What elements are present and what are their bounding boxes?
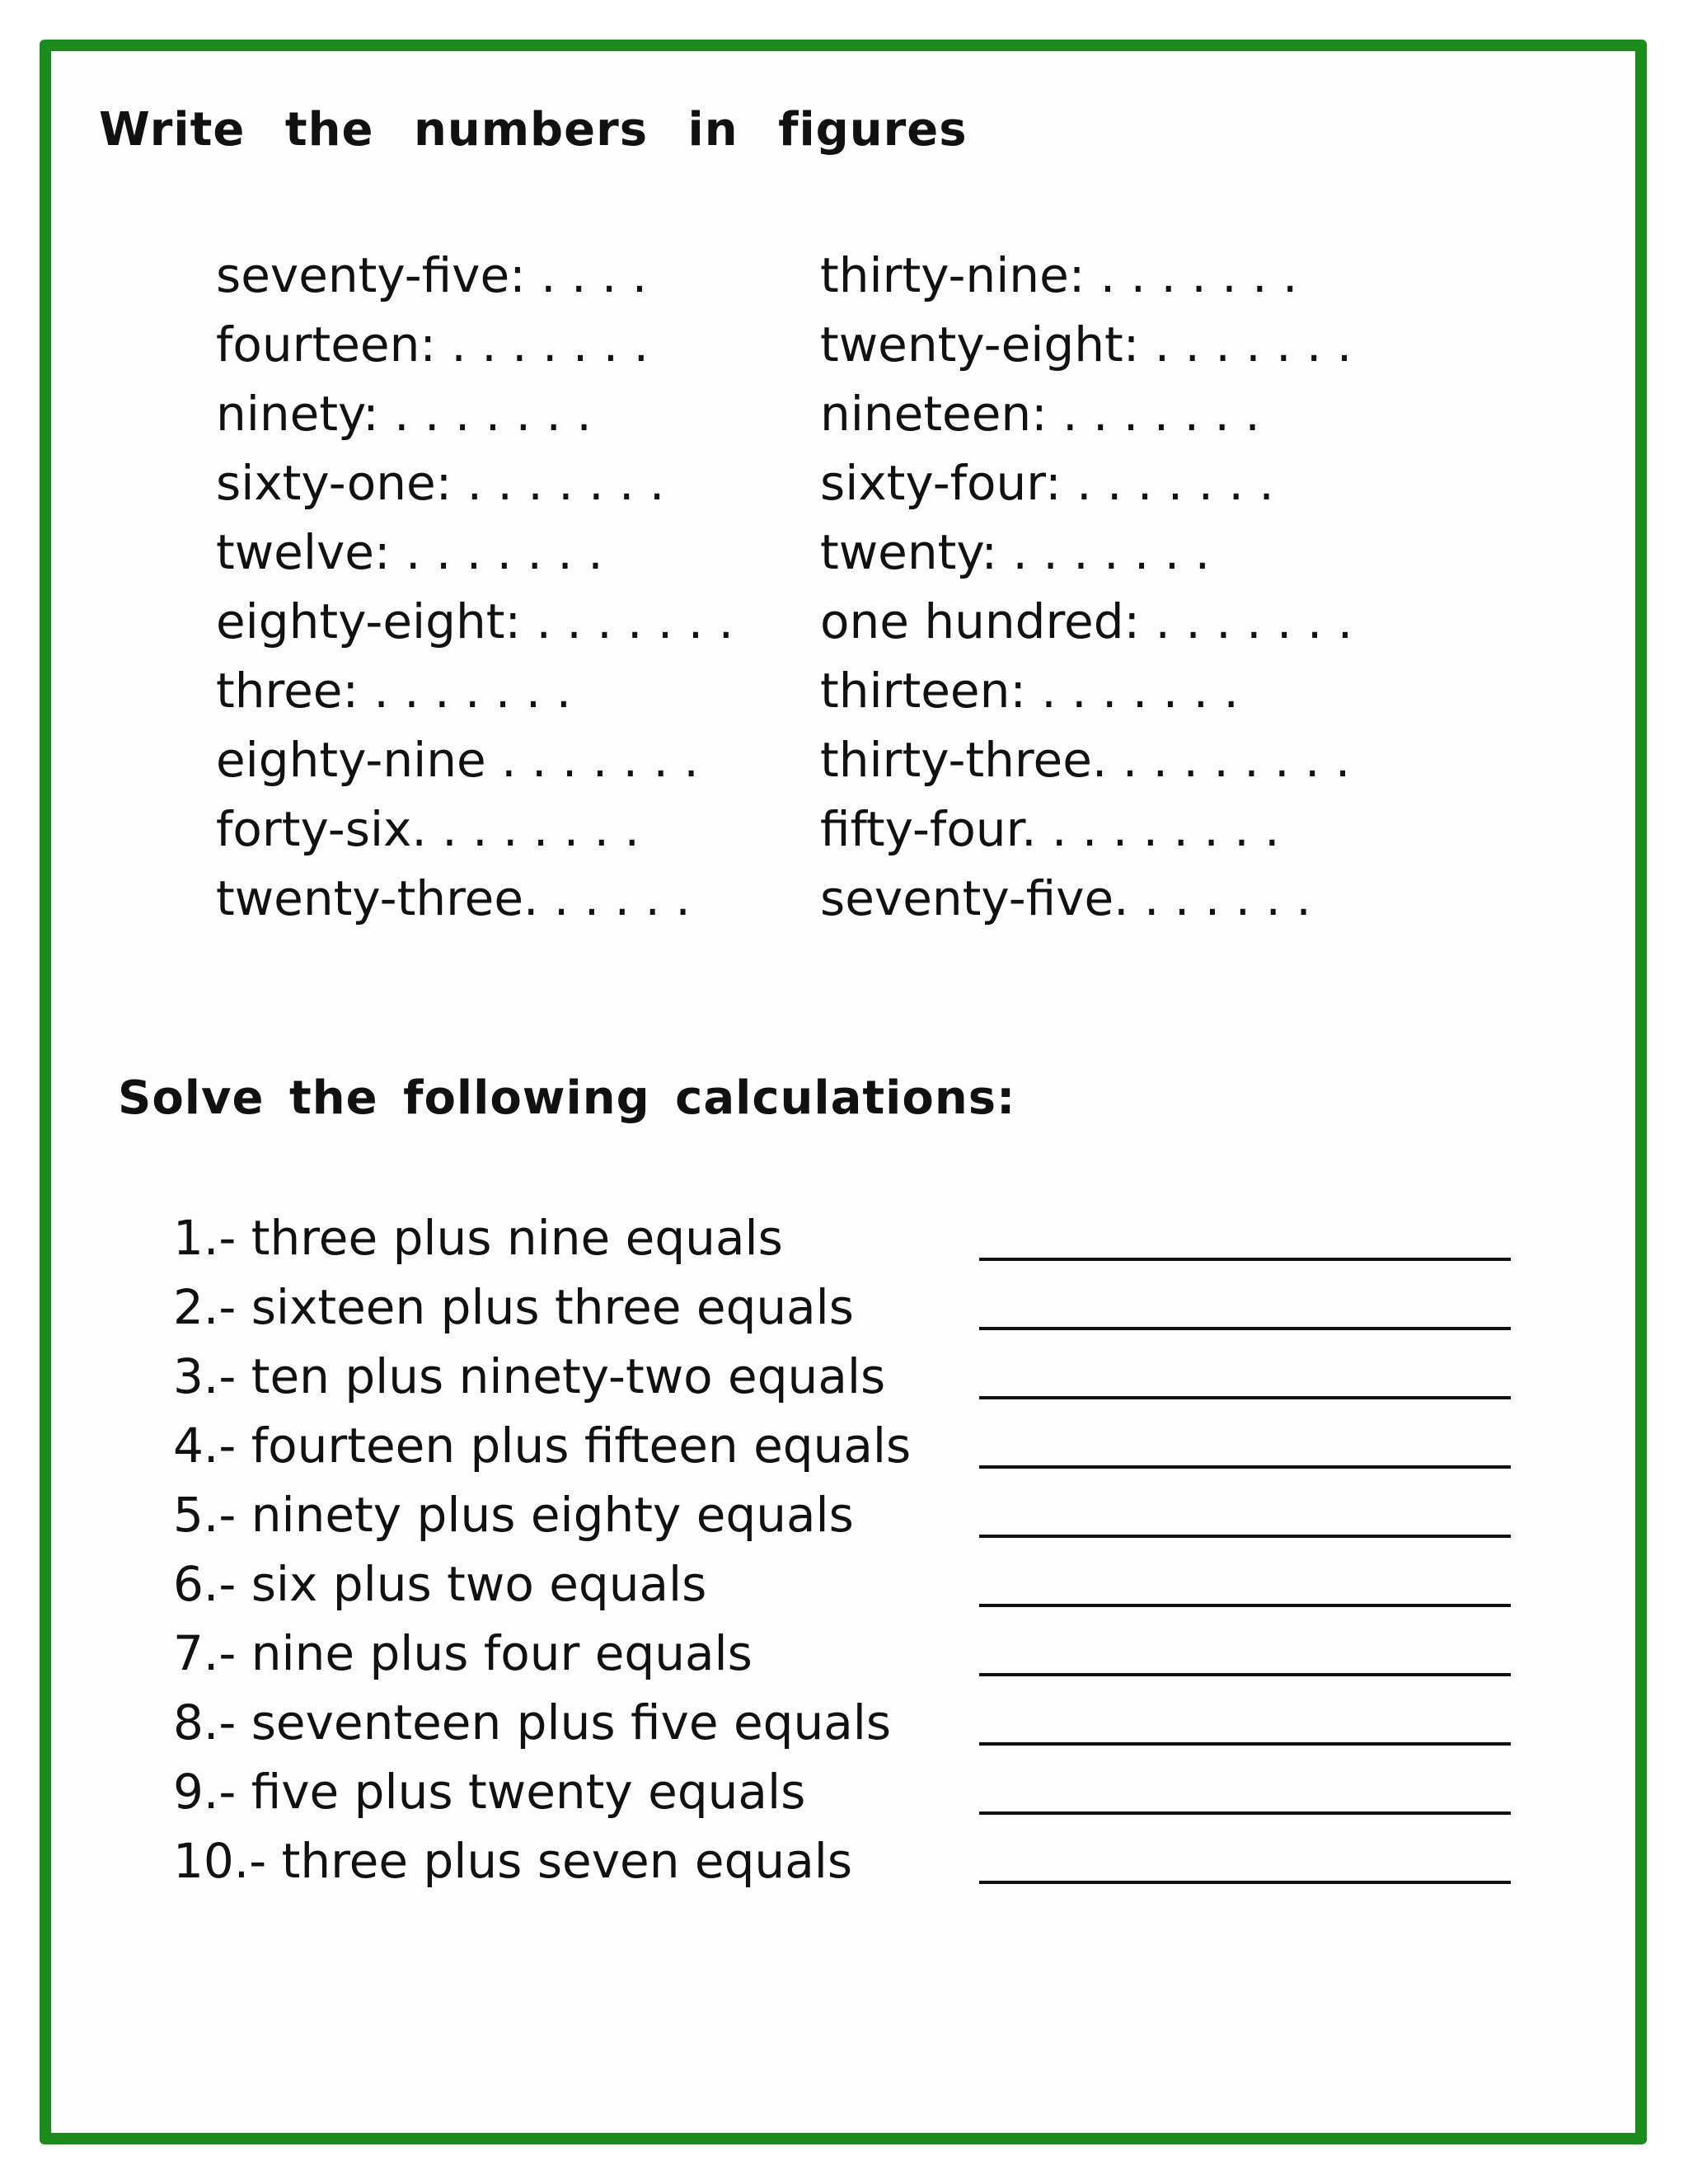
number-item: seventy-five. . . . . . . [820, 870, 1311, 926]
number-item: seventy-five: . . . . [216, 247, 648, 303]
answer-line[interactable] [979, 1742, 1511, 1746]
number-item: thirty-three. . . . . . . . . [820, 732, 1351, 788]
section2-heading: Solve the following calculations: [118, 1071, 1016, 1125]
answer-line[interactable] [979, 1881, 1511, 1884]
number-item: eighty-eight: . . . . . . . [216, 593, 734, 649]
calculation-row [173, 1203, 1525, 1272]
calculation-list [173, 1203, 1525, 1896]
number-item: fourteen: . . . . . . . [216, 316, 649, 373]
answer-line[interactable] [979, 1811, 1511, 1815]
section1-heading: Write the numbers in figures [99, 103, 968, 157]
answer-line[interactable] [979, 1604, 1511, 1607]
calculation-row [173, 1826, 1525, 1896]
number-item: one hundred: . . . . . . . [820, 593, 1353, 649]
number-item: forty-six. . . . . . . . [216, 801, 640, 857]
calculation-text: 1.- three plus nine equals [173, 1210, 783, 1266]
calculation-text: 9.- five plus twenty equals [173, 1764, 806, 1820]
number-item: twenty-eight: . . . . . . . [820, 316, 1353, 373]
calculation-text: 10.- three plus seven equals [173, 1833, 853, 1889]
number-item: eighty-nine . . . . . . . [216, 732, 699, 788]
number-item: twelve: . . . . . . . [216, 524, 603, 580]
calculation-text: 5.- ninety plus eighty equals [173, 1487, 854, 1543]
calculation-row [173, 1272, 1525, 1342]
number-item: sixty-four: . . . . . . . [820, 455, 1274, 511]
number-item: three: . . . . . . . [216, 663, 572, 719]
number-item: sixty-one: . . . . . . . [216, 455, 665, 511]
calculation-row [173, 1619, 1525, 1688]
answer-line[interactable] [979, 1465, 1511, 1469]
answer-line[interactable] [979, 1327, 1511, 1330]
calculation-text: 7.- nine plus four equals [173, 1625, 753, 1681]
number-item: thirty-nine: . . . . . . . [820, 247, 1298, 303]
calculation-row [173, 1480, 1525, 1549]
number-item: fifty-four. . . . . . . . . [820, 801, 1280, 857]
calculation-text: 2.- sixteen plus three equals [173, 1279, 855, 1335]
calculation-row [173, 1549, 1525, 1619]
calculation-text: 6.- six plus two equals [173, 1556, 707, 1612]
calculation-row [173, 1342, 1525, 1411]
answer-line[interactable] [979, 1673, 1511, 1676]
answer-line[interactable] [979, 1535, 1511, 1538]
answer-line[interactable] [979, 1396, 1511, 1399]
calculation-row [173, 1757, 1525, 1826]
number-item: ninety: . . . . . . . [216, 386, 592, 442]
calculation-text: 3.- ten plus ninety-two equals [173, 1348, 886, 1404]
calculation-text: 4.- fourteen plus fifteen equals [173, 1418, 912, 1474]
numbers-right-column [820, 241, 1353, 933]
answer-line[interactable] [979, 1258, 1511, 1261]
number-item: thirteen: . . . . . . . [820, 663, 1239, 719]
number-item: nineteen: . . . . . . . [820, 386, 1260, 442]
calculation-row [173, 1688, 1525, 1757]
numbers-left-column [216, 241, 734, 933]
calculation-row [173, 1411, 1525, 1480]
number-item: twenty-three. . . . . . [216, 870, 691, 926]
number-item: twenty: . . . . . . . [820, 524, 1211, 580]
calculation-text: 8.- seventeen plus five equals [173, 1694, 892, 1750]
